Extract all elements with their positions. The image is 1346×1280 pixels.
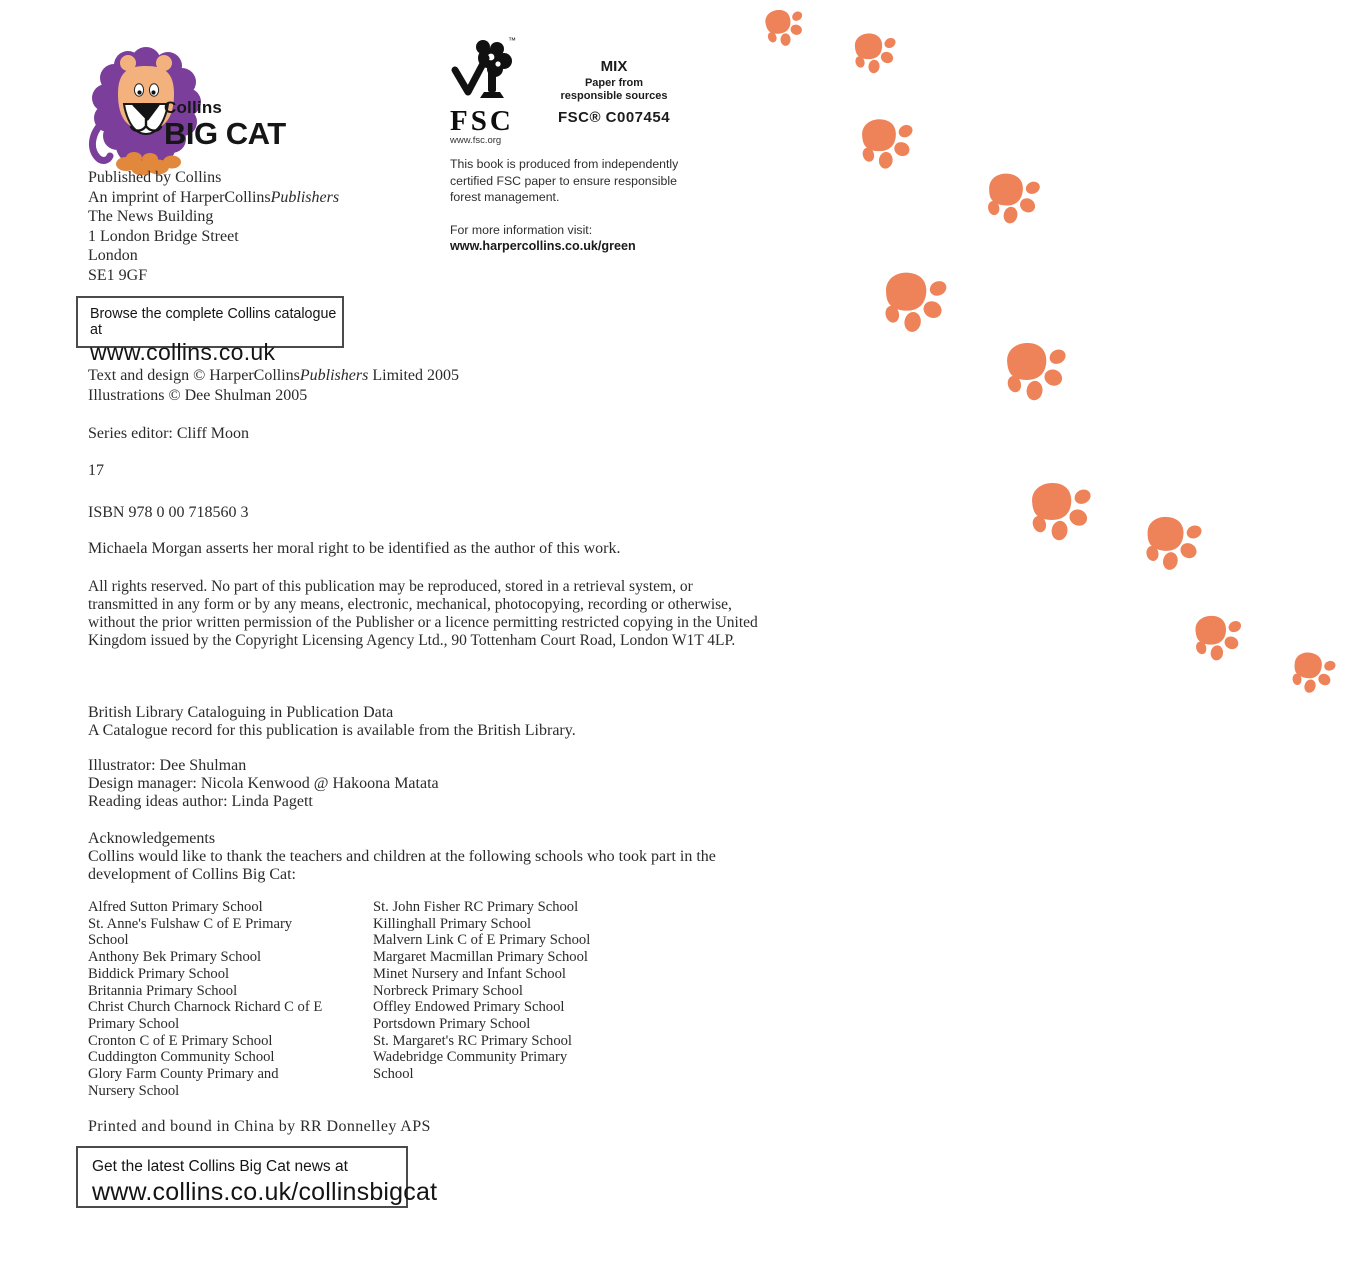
news-box-caption: Get the latest Collins Big Cat news at bbox=[92, 1158, 348, 1175]
moral-rights-statement: Michaela Morgan asserts her moral right to be identified as the author of this work. bbox=[88, 540, 621, 557]
school-line: St. Anne's Fulshaw C of E Primary bbox=[88, 915, 293, 932]
design-manager-credit: Design manager: Nicola Kenwood @ Hakoona Matata bbox=[88, 775, 439, 793]
credits-block bbox=[88, 757, 764, 812]
news-link-box bbox=[76, 1146, 438, 1208]
illustrations-copyright-line: Illustrations © Dee Shulman 2005 bbox=[88, 386, 308, 404]
school-line: School bbox=[88, 932, 129, 949]
paw-print-icon bbox=[1284, 646, 1342, 704]
school-line: Norbreck Primary School bbox=[373, 982, 523, 999]
acknowledgements-body: Collins would like to thank the teachers and children at the following schools who took part in the development of Collins Big Cat: bbox=[88, 847, 716, 883]
fsc-sub-line2: responsible sources bbox=[560, 90, 668, 102]
paw-print-icon bbox=[979, 167, 1046, 234]
school-line: Malvern Link C of E Primary School bbox=[373, 932, 591, 949]
school-line: Anthony Bek Primary School bbox=[88, 949, 262, 966]
fsc-paragraph: This book is produced from independently certified FSC paper to ensure responsible forest management. bbox=[450, 157, 679, 204]
catalogue-box-caption: Browse the complete Collins catalogue at bbox=[90, 306, 337, 338]
copyright-notice bbox=[88, 366, 748, 405]
publisher-line: London bbox=[88, 247, 138, 265]
school-line: Glory Farm County Primary and bbox=[88, 1066, 279, 1083]
edition-number: 17 bbox=[88, 462, 104, 479]
british-library-note bbox=[88, 704, 764, 741]
publisher-line: SE1 9GF bbox=[88, 266, 148, 284]
publisher-line: An imprint of HarperCollinsPublishers bbox=[88, 188, 340, 206]
collins-big-cat-logo bbox=[84, 42, 344, 177]
acknowledgements-block bbox=[88, 830, 766, 883]
publisher-address bbox=[88, 168, 508, 286]
library-line2: A Catalogue record for this publication is available from the British Library. bbox=[88, 722, 576, 740]
school-line: Primary School bbox=[88, 1015, 180, 1032]
acknowledgements-title: Acknowledgements bbox=[88, 830, 216, 847]
publisher-line: Published by Collins bbox=[88, 169, 222, 186]
fsc-trademark-symbol: ™ bbox=[508, 36, 516, 45]
publisher-line: The News Building bbox=[88, 208, 214, 226]
harpercollins-green-url: www.harpercollins.co.uk/green bbox=[450, 238, 636, 253]
school-line: Minet Nursery and Infant School bbox=[373, 965, 566, 982]
paw-print-icon bbox=[759, 3, 811, 55]
schools-list bbox=[88, 899, 748, 1099]
paw-print-icon bbox=[1190, 612, 1246, 668]
brand-big-cat: BIG CAT bbox=[164, 116, 286, 151]
collins-url: www.collins.co.uk bbox=[90, 339, 276, 365]
school-line: School bbox=[373, 1066, 414, 1083]
fsc-tree-icon bbox=[450, 36, 516, 108]
paw-print-icon bbox=[1000, 338, 1072, 410]
fsc-url: www.fsc.org bbox=[450, 135, 502, 146]
school-line: St. John Fisher RC Primary School bbox=[373, 899, 579, 915]
paw-print-icon bbox=[850, 30, 900, 80]
school-line: Cuddington Community School bbox=[88, 1049, 275, 1066]
school-line: Cronton C of E Primary School bbox=[88, 1032, 273, 1049]
paw-print-icon bbox=[856, 115, 918, 177]
school-line: Britannia Primary School bbox=[88, 982, 238, 999]
schools-column-right bbox=[373, 899, 633, 1099]
isbn: ISBN 978 0 00 718560 3 bbox=[88, 504, 249, 521]
illustrator-credit: Illustrator: Dee Shulman bbox=[88, 757, 247, 774]
brand-collins: Collins bbox=[164, 98, 223, 117]
school-line: St. Margaret's RC Primary School bbox=[373, 1032, 572, 1049]
school-line: Biddick Primary School bbox=[88, 965, 230, 982]
library-line1: British Library Cataloguing in Publication Data bbox=[88, 704, 394, 721]
fsc-info-text: For more information visit: bbox=[450, 222, 593, 237]
copyright-line: Text and design © HarperCollinsPublishers Limited 2005 bbox=[88, 367, 459, 384]
all-rights-reserved-paragraph: All rights reserved. No part of this publication may be reproduced, stored in a retrieval system, or transmitted in any form or by any means, electronic, mechanical, photocopying, recording or otherwise, without the prior written permission of the Publisher or a licence permitting restricted copying in the United Kingdom issued by the Copyright Licensing Agency Ltd., 90 Tottenham Court Road, London W1T 4LP. bbox=[88, 578, 758, 649]
school-line: Killinghall Primary School bbox=[373, 915, 532, 932]
fsc-sub-line1: Paper from bbox=[584, 77, 644, 89]
collinsbigcat-url: www.collins.co.uk/collinsbigcat bbox=[92, 1178, 438, 1206]
school-line: Wadebridge Community Primary bbox=[373, 1049, 568, 1066]
brand-wordmark bbox=[164, 98, 286, 149]
reading-ideas-credit: Reading ideas author: Linda Pagett bbox=[88, 793, 313, 811]
school-line: Portsdown Primary School bbox=[373, 1015, 531, 1032]
fsc-wordmark: FSC bbox=[450, 105, 514, 137]
series-editor: Series editor: Cliff Moon bbox=[88, 425, 250, 442]
school-line: Nursery School bbox=[88, 1082, 180, 1099]
school-line: Alfred Sutton Primary School bbox=[88, 899, 263, 915]
printed-statement: Printed and bound in China by RR Donnelley APS bbox=[88, 1118, 431, 1135]
fsc-cert-number: FSC® C007454 bbox=[557, 109, 671, 126]
school-line: Christ Church Charnock Richard C of E bbox=[88, 999, 323, 1016]
publisher-line: 1 London Bridge Street bbox=[88, 227, 239, 245]
paw-print-icon bbox=[1025, 478, 1097, 550]
school-line: Offley Endowed Primary School bbox=[373, 999, 565, 1016]
fsc-mix-label: MIX bbox=[600, 58, 628, 75]
paw-print-icon bbox=[1137, 510, 1209, 582]
schools-column-left bbox=[88, 899, 373, 1099]
paw-print-icon bbox=[876, 266, 954, 344]
catalogue-link-box bbox=[76, 296, 344, 365]
school-line: Margaret Macmillan Primary School bbox=[373, 949, 588, 966]
